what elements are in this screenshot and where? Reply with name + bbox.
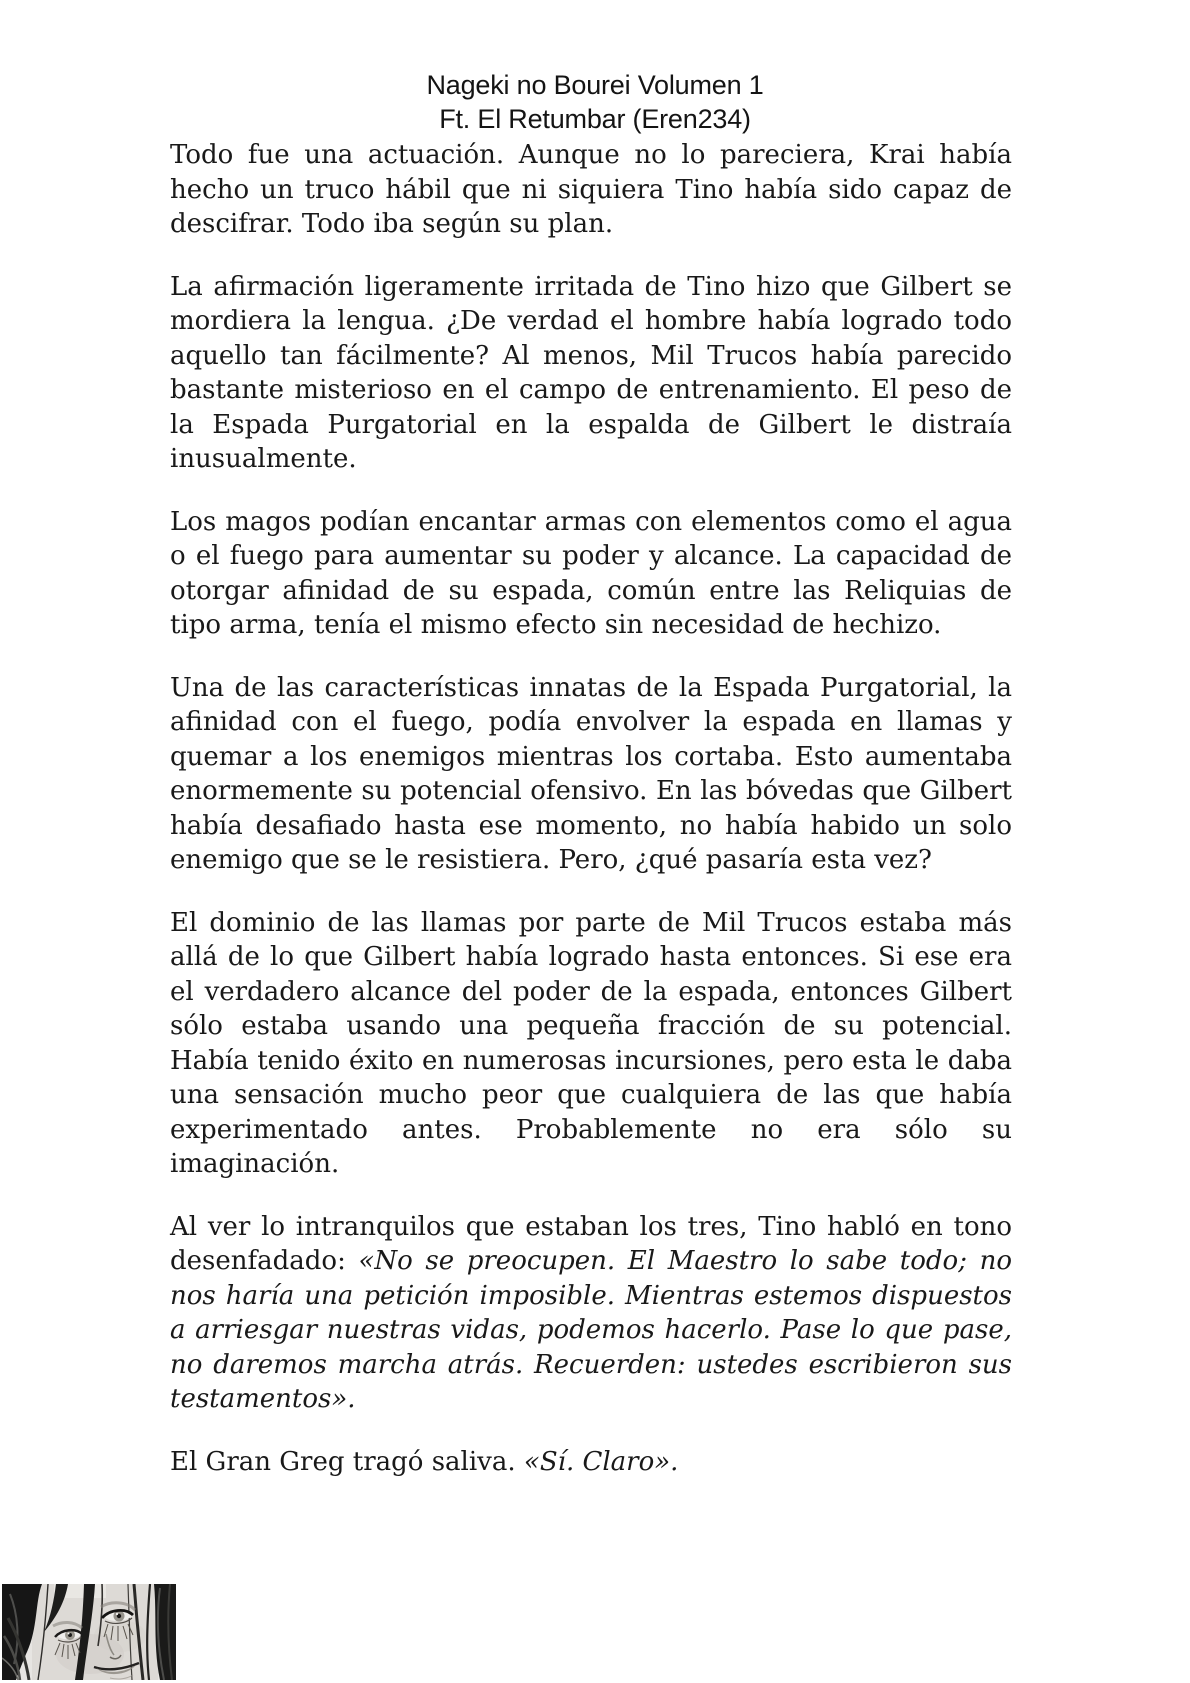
manga-face-image (2, 1584, 176, 1680)
paragraph-text: El Gran Greg tragó saliva. (170, 1446, 524, 1477)
page-header (0, 0, 1190, 136)
body-paragraph-3 (170, 505, 1012, 643)
paragraph-text: Los magos podían encantar armas con elementos como el agua o el fuego para aumentar su poder y alcance. La capacidad de otorgar afinidad de su espada, común entre las Reliquias de tipo arma, tenía el mismo efecto sin necesidad de hechizo. (170, 506, 1012, 640)
body-paragraph-1 (170, 138, 1012, 242)
body-paragraph-6 (170, 1210, 1012, 1417)
paragraph-text: Al ver lo intranquilos que estaban los tres, Tino habló en tono desenfadado: (170, 1211, 1012, 1276)
body-paragraph-7 (170, 1445, 1012, 1480)
body-paragraph-2 (170, 270, 1012, 477)
paragraph-text: Una de las características innatas de la Espada Purgatorial, la afinidad con el fuego, podía envolver la espada en llamas y quemar a los enemigos mientras los cortaba. Esto aumentaba enormemente su potencial ofensivo. En las bóvedas que Gilbert había desafiado hasta ese momento, no había habido un solo enemigo que se le resistiera. Pero, ¿qué pasaría esta vez? (170, 672, 1012, 875)
right-eye-highlight (116, 1613, 118, 1615)
left-eye-highlight (68, 1633, 70, 1635)
paragraph-text: El dominio de las llamas por parte de Mil Trucos estaba más allá de lo que Gilbert había logrado hasta entonces. Si ese era el verdadero alcance del poder de la espada, entonces Gilbert sólo estaba usando una pequeña fracción de su potencial. Había tenido éxito en numerosas incursiones, pero esta le daba una sensación mucho peor que cualquiera de las que había experimentado antes. Probablemente no era sólo su imaginación. (170, 907, 1012, 1179)
paragraph-text: La afirmación ligeramente irritada de Tino hizo que Gilbert se mordiera la lengua. ¿De verdad el hombre había logrado todo aquello tan fácilmente? Al menos, Mil Trucos había parecido bastante misterioso en el campo de entrenamiento. El peso de la Espada Purgatorial en la espalda de Gilbert le distraía inusualmente. (170, 271, 1012, 474)
body-paragraph-5 (170, 906, 1012, 1182)
paragraph-quote-italic: «No se preocupen. El Maestro lo sabe todo; no nos haría una petición imposible. Mientras estemos dispuestos a arriesgar nuestras vidas, podemos hacerlo. Pase lo que pase, no daremos marcha atrás. Recuerden: ustedes escribieron sus testamentos». (170, 1246, 1012, 1414)
body-paragraph-4 (170, 671, 1012, 878)
header-title-line2: Ft. El Retumbar (Eren234) (439, 104, 751, 134)
paragraph-quote-italic: «Sí. Claro». (523, 1446, 679, 1477)
body-text (170, 138, 1012, 1479)
paragraph-text: Todo fue una actuación. Aunque no lo pareciera, Krai había hecho un truco hábil que ni siquiera Tino había sido capaz de descifrar. Todo iba según su plan. (170, 140, 1012, 239)
header-title-line1: Nageki no Bourei Volumen 1 (426, 70, 764, 100)
